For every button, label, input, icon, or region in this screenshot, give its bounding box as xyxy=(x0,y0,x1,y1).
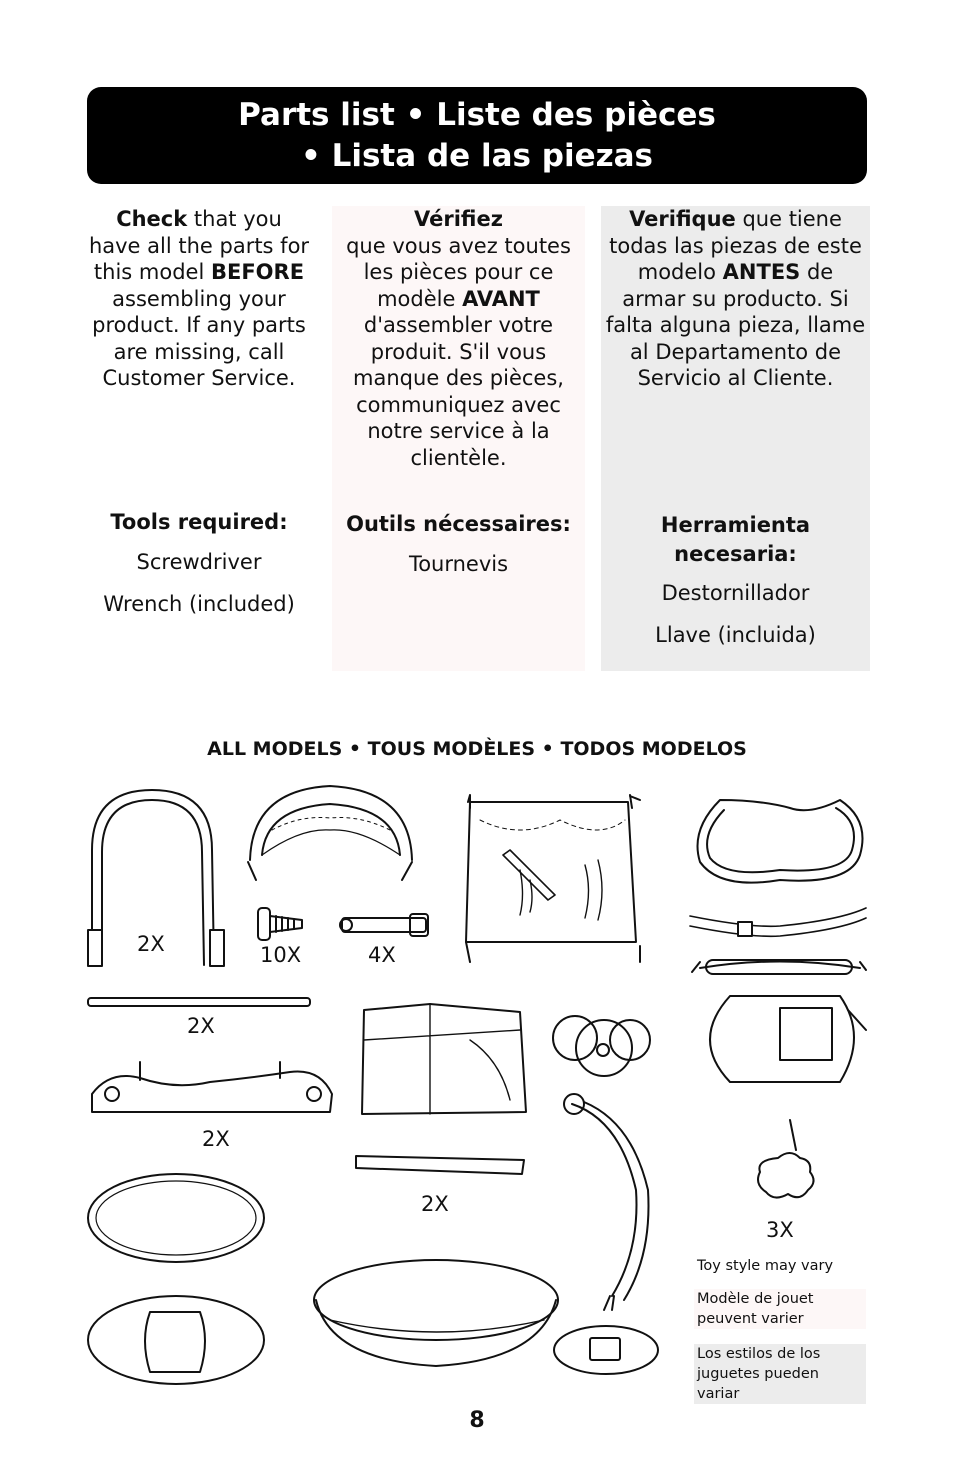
before-bold: BEFORE xyxy=(210,260,305,284)
rod-illustration xyxy=(88,998,310,1006)
all-models-heading: ALL MODELS • TOUS MODÈLES • TODOS MODELOS xyxy=(207,738,747,760)
ring-fabric-illustration xyxy=(314,1260,558,1366)
before-bold: AVANT xyxy=(462,286,540,311)
before-bold: ANTES xyxy=(722,260,801,284)
star-toy-illustration xyxy=(758,1120,814,1198)
bolt-illustration xyxy=(340,914,428,936)
canopy-illustration xyxy=(248,786,412,880)
title-line-1: Parts list • Liste des pièces xyxy=(238,96,716,133)
tool-wrench: Wrench (included) xyxy=(103,592,295,616)
strap-illustration xyxy=(356,1156,524,1174)
check-bold: Check xyxy=(116,207,188,231)
spanish-instructions: Verifique que tiene todas las piezas de este modelo ANTES de armar su producto. Si falta alguna pieza, llame al Departamento de Servicio al Cliente. xyxy=(605,207,866,390)
title-line-2: • Lista de las piezas xyxy=(300,137,654,174)
toy-note-spanish: Los estilos de los juguetes pueden variar xyxy=(694,1344,866,1404)
base-illustration xyxy=(92,1062,332,1112)
page-number: 8 xyxy=(469,1408,485,1433)
bases-quantity: 2X xyxy=(202,1127,230,1151)
toy-note-french: Modèle de jouet peuvent varier xyxy=(694,1289,866,1329)
seat-cover-illustration xyxy=(88,1174,264,1262)
seat-pad-illustration xyxy=(466,795,640,962)
toy-note-english: Toy style may vary xyxy=(697,1258,834,1274)
tool-screwdriver: Screwdriver xyxy=(136,550,262,574)
bolts-quantity: 4X xyxy=(368,943,396,967)
english-instructions: Check that you have all the parts for this model BEFORE assembling your product. If any parts are missing, call Customer Service. xyxy=(88,207,310,390)
straps-quantity: 2X xyxy=(421,1192,449,1216)
base-board-illustration xyxy=(710,996,866,1082)
bottom-tray-illustration xyxy=(554,1326,658,1374)
tool-screwdriver: Destornillador xyxy=(661,581,810,605)
tool-screwdriver: Tournevis xyxy=(408,552,509,576)
toys-quantity: 3X xyxy=(766,1218,794,1242)
rods-quantity: 2X xyxy=(187,1014,215,1038)
tools-heading: Herramienta necesaria: xyxy=(660,513,811,566)
screws-quantity: 10X xyxy=(260,943,302,967)
tools-heading: Tools required: xyxy=(110,510,288,534)
fabric-sides-illustration xyxy=(362,1004,526,1114)
check-bold: Vérifiez xyxy=(414,207,503,231)
oval-frame-illustration xyxy=(690,800,866,974)
legs-quantity: 2X xyxy=(137,932,165,956)
toy-arm-illustration xyxy=(564,1094,649,1310)
tool-wrench: Llave (incluida) xyxy=(655,623,816,647)
screw-illustration xyxy=(258,908,302,940)
check-bold: Verifique xyxy=(629,207,736,231)
toy-disc-illustration xyxy=(553,1016,650,1076)
seat-insert-illustration xyxy=(88,1296,264,1384)
tools-heading: Outils nécessaires: xyxy=(346,512,571,536)
french-instructions: Vérifiez que vous avez toutes les pièces pour ce modèle AVANT d'assembler votre produit. S'il vous manque des pièces, communiquez avec notre service à la clientèle. xyxy=(346,207,571,470)
